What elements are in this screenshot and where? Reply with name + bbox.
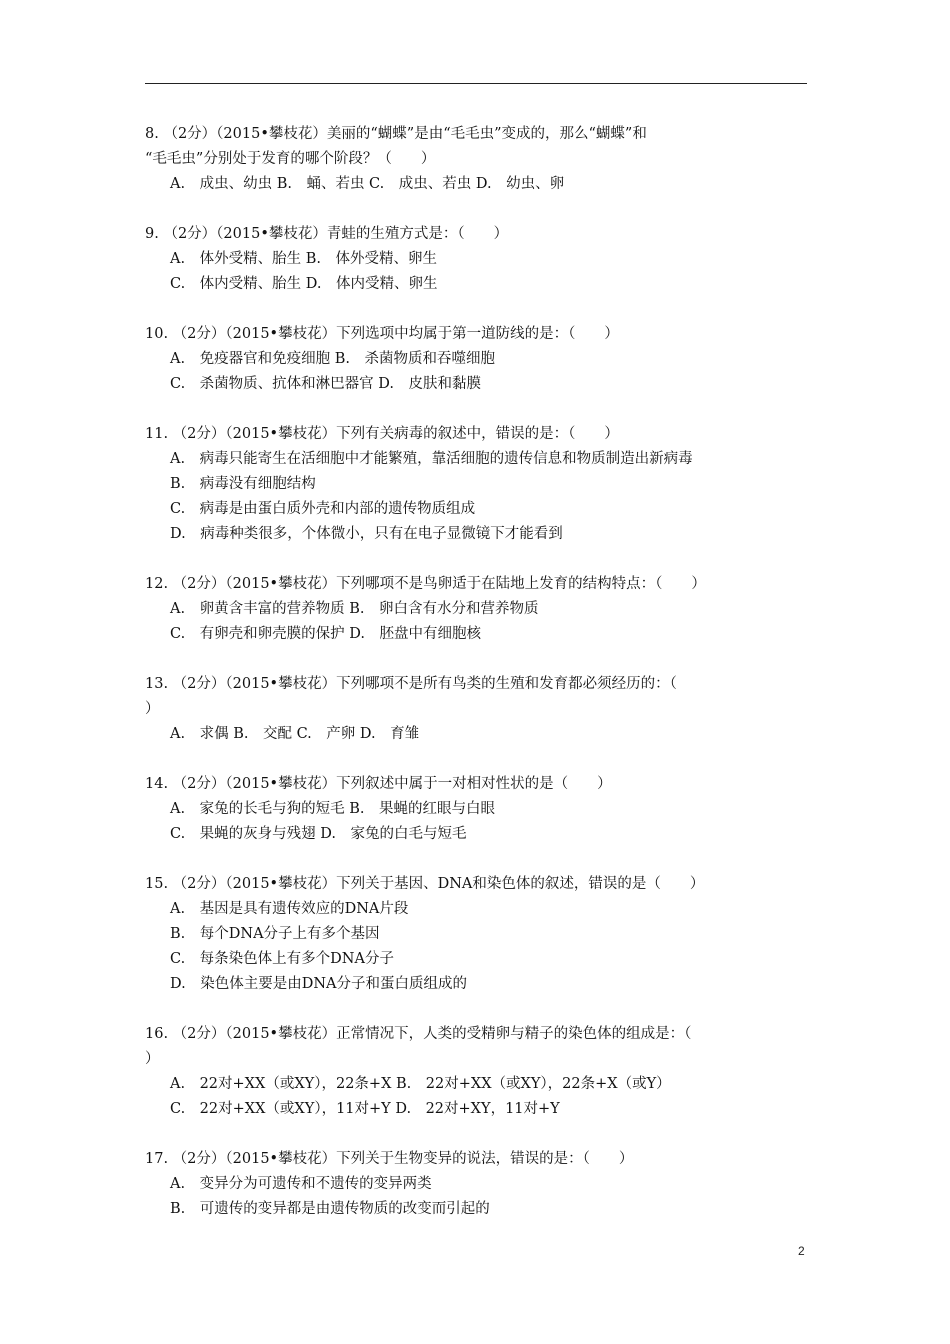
question-block [145, 772, 805, 847]
question-block [145, 672, 805, 747]
question-block [145, 572, 805, 647]
question-list [145, 122, 805, 1247]
answer-options: B. 可遗传的变异都是由遗传物质的改变而引起的 [170, 1201, 490, 1217]
answer-options: A. 变异分为可遗传和不遗传的变异两类 [170, 1176, 432, 1192]
question-stem: “毛毛虫”分别处于发育的哪个阶段？（ ） [145, 151, 436, 167]
question-block [145, 872, 805, 997]
page-number: 2 [798, 1244, 805, 1258]
answer-options: B. 每个DNA分子上有多个基因 [170, 926, 380, 942]
answer-options: A. 22对+XX（或XY），22条+X B. 22对+XX（或XY），22条+X（或Y） [170, 1076, 671, 1092]
question-stem: 14. （2分）（2015•攀枝花）下列叙述中属于一对相对性状的是（ ） [145, 776, 612, 792]
question-stem: ） [145, 701, 160, 717]
question-stem: 10. （2分）（2015•攀枝花）下列选项中均属于第一道防线的是：（ ） [145, 326, 619, 342]
question-stem: 12. （2分）（2015•攀枝花）下列哪项不是鸟卵适于在陆地上发育的结构特点：（ ） [145, 576, 706, 592]
question-block [145, 322, 805, 397]
answer-options: A. 基因是具有遗传效应的DNA片段 [170, 901, 409, 917]
question-stem: 16. （2分）（2015•攀枝花）正常情况下，人类的受精卵与精子的染色体的组成是：（ [145, 1026, 692, 1042]
answer-options: A. 求偶 B. 交配 C. 产卵 D. 育雏 [170, 726, 420, 742]
question-stem: 17. （2分）（2015•攀枝花）下列关于生物变异的说法，错误的是：（ ） [145, 1151, 634, 1167]
answer-options: D. 染色体主要是由DNA分子和蛋白质组成的 [170, 976, 468, 992]
question-stem: 8. （2分）（2015•攀枝花）美丽的“蝴蝶”是由“毛毛虫”变成的，那么“蝴蝶”和 [145, 126, 647, 142]
answer-options: A. 成虫、幼虫 B. 蛹、若虫 C. 成虫、若虫 D. 幼虫、卵 [170, 176, 565, 192]
question-stem: 15. （2分）（2015•攀枝花）下列关于基因、DNA和染色体的叙述，错误的是（ ） [145, 876, 705, 892]
answer-options: A. 病毒只能寄生在活细胞中才能繁殖，靠活细胞的遗传信息和物质制造出新病毒 [170, 451, 693, 467]
question-stem: 11. （2分）（2015•攀枝花）下列有关病毒的叙述中，错误的是：（ ） [145, 426, 619, 442]
question-block [145, 222, 805, 297]
question-stem: ） [145, 1051, 160, 1067]
answer-options: C. 病毒是由蛋白质外壳和内部的遗传物质组成 [170, 501, 476, 517]
header-rule [145, 83, 807, 84]
question-stem: 13. （2分）（2015•攀枝花）下列哪项不是所有鸟类的生殖和发育都必须经历的：（ [145, 676, 677, 692]
question-block [145, 422, 805, 547]
answer-options: C. 杀菌物质、抗体和淋巴器官 D. 皮肤和黏膜 [170, 376, 482, 392]
answer-options: C. 有卵壳和卵壳膜的保护 D. 胚盘中有细胞核 [170, 626, 482, 642]
question-block [145, 122, 805, 197]
answer-options: A. 免疫器官和免疫细胞 B. 杀菌物质和吞噬细胞 [170, 351, 495, 367]
answer-options: C. 果蝇的灰身与残翅 D. 家兔的白毛与短毛 [170, 826, 467, 842]
question-block [145, 1022, 805, 1122]
answer-options: C. 每条染色体上有多个DNA分子 [170, 951, 394, 967]
question-stem: 9. （2分）（2015•攀枝花）青蛙的生殖方式是：（ ） [145, 226, 509, 242]
answer-options: A. 体外受精、胎生 B. 体外受精、卵生 [170, 251, 437, 267]
answer-options: A. 卵黄含丰富的营养物质 B. 卵白含有水分和营养物质 [170, 601, 539, 617]
answer-options: C. 体内受精、胎生 D. 体内受精、卵生 [170, 276, 438, 292]
answer-options: B. 病毒没有细胞结构 [170, 476, 316, 492]
answer-options: A. 家兔的长毛与狗的短毛 B. 果蝇的红眼与白眼 [170, 801, 495, 817]
question-block [145, 1147, 805, 1222]
answer-options: C. 22对+XX（或XY），11对+Y D. 22对+XY，11对+Y [170, 1101, 560, 1117]
answer-options: D. 病毒种类很多，个体微小，只有在电子显微镜下才能看到 [170, 526, 563, 542]
